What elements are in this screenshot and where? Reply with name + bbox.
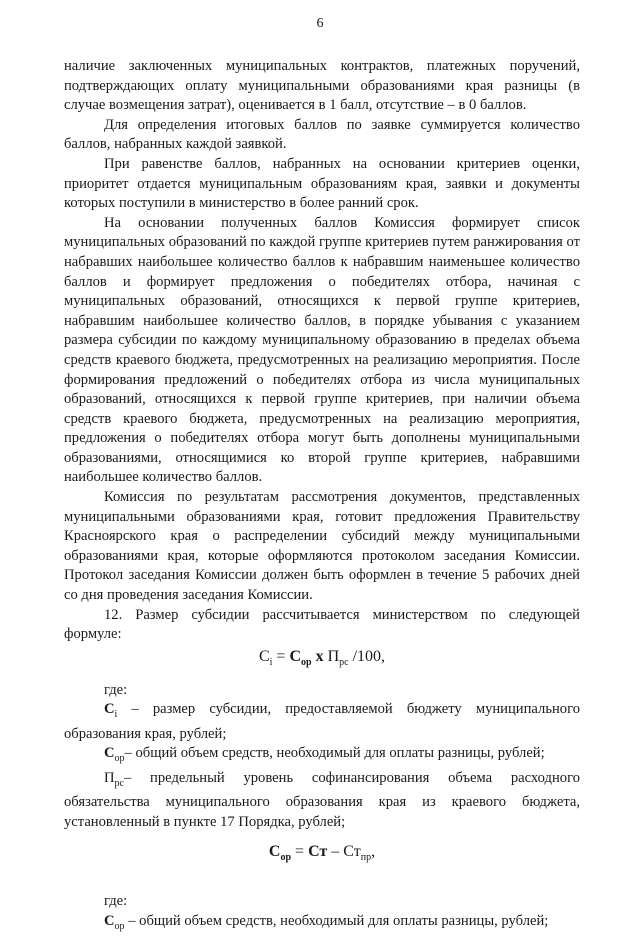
where-label: где: <box>104 681 128 698</box>
formula-operator: – <box>327 843 344 861</box>
paragraph-commission: Комиссия по результатам рассмотрения документов, представленных муниципальными образованиями края, готовит предложения Правительству Красноярского края о распределении субсидий между муниципальными образованиями края, которые оформляются протоколом заседания Комиссии. Протокол заседания Комиссии должен быть оформлен в течение 5 рабочих дней со дня проведения заседания Комиссии. <box>64 489 580 604</box>
formula-operator: x <box>311 647 328 665</box>
definition-subscript: рс <box>114 777 124 789</box>
document-body <box>64 57 580 936</box>
formula-tail: /100, <box>348 647 386 665</box>
paragraph-equal-score: При равенстве баллов, набранных на основании критериев оценки, приоритет отдается муниципальным образованиям края, заявки и документы которых поступили в министерство в более ранний срок. <box>64 155 580 212</box>
formula-tail: , <box>371 843 376 861</box>
formula-symbol: C <box>258 647 270 665</box>
definition-text: – общий объем средств, необходимый для оплаты разницы, рублей; <box>124 912 549 929</box>
formula-operator: = <box>272 647 290 665</box>
where-label: где: <box>104 893 128 910</box>
definition-subscript: ор <box>114 753 125 765</box>
paragraph-contracts: наличие заключенных муниципальных контрактов, платежных поручений, подтверждающих оплату муниципальными образованиями края разницы (в случае возмещения затрат), оценивается в 1 балл, отсутствие – в 0 баллов. <box>64 58 580 114</box>
subsidy-formula <box>64 647 580 673</box>
paragraph-clause-12: 12. Размер субсидии рассчитывается министерством по следующей формуле: <box>64 606 580 643</box>
formula-operator: = <box>291 843 309 861</box>
definition-text: – предельный уровень софинансирования объема расходного обязательства муниципального образования края из краевого бюджета, установленный в пункте 17 Порядка, рублей; <box>64 769 580 830</box>
definition-text: – размер субсидии, предоставляемой бюджету муниципального образования края, рублей; <box>64 701 580 742</box>
definition-cop <box>64 744 580 769</box>
definition-ci <box>64 700 580 744</box>
definition-subscript: ор <box>114 920 125 932</box>
formula-subscript: пр <box>360 852 372 864</box>
formula-symbol: C <box>289 647 301 665</box>
definition-subscript: i <box>114 709 118 721</box>
paragraph-total-score: Для определения итоговых баллов по заявке суммируется количество баллов, набранных каждой заявкой. <box>64 116 580 153</box>
page-number: 6 <box>316 16 324 31</box>
cop-formula <box>64 842 580 868</box>
formula-symbol: C <box>268 843 281 861</box>
formula-subscript: ор <box>280 852 292 864</box>
definition-symbol: C <box>104 701 115 718</box>
definition-symbol: C <box>104 745 115 762</box>
formula-subscript: рс <box>339 657 349 668</box>
definition-symbol: П <box>104 769 115 786</box>
formula-symbol: Ст <box>343 843 361 861</box>
formula-subscript: i <box>269 657 273 668</box>
definition-symbol: C <box>104 912 115 929</box>
definition-prs <box>64 769 580 833</box>
definition-cop-second <box>64 912 580 936</box>
formula-symbol: П <box>327 647 340 665</box>
paragraph-ranking: На основании полученных баллов Комиссия формирует список муниципальных образований по каждой группе критериев путем ранжирования от набравших наибольшее количество баллов к набравшим наименьшее количество баллов и формирует предложения о победителях отбора, начиная с муниципальных образований, относящихся к первой группе критериев, набравшим наибольшее количество баллов, в порядке убывания с указанием размера субсидии по каждому муниципальному образованию в пределах объема средств краевого бюджета, предусмотренных на реализацию мероприятия. После формирования предложений о победителях отбора из числа муниципальных образований, относящихся к первой группе критериев, при наличии объема средств краевого бюджета, предусмотренных на реализацию мероприятия, предложения о победителях отбора могут быть дополнены муниципальными образованиями, относящимися ко второй группе критериев, набравшими наибольшее количество баллов. <box>64 214 580 486</box>
formula-subscript: ор <box>301 657 312 668</box>
formula-symbol: Ст <box>308 843 328 861</box>
definition-text: – общий объем средств, необходимый для оплаты разницы, рублей; <box>124 745 545 762</box>
